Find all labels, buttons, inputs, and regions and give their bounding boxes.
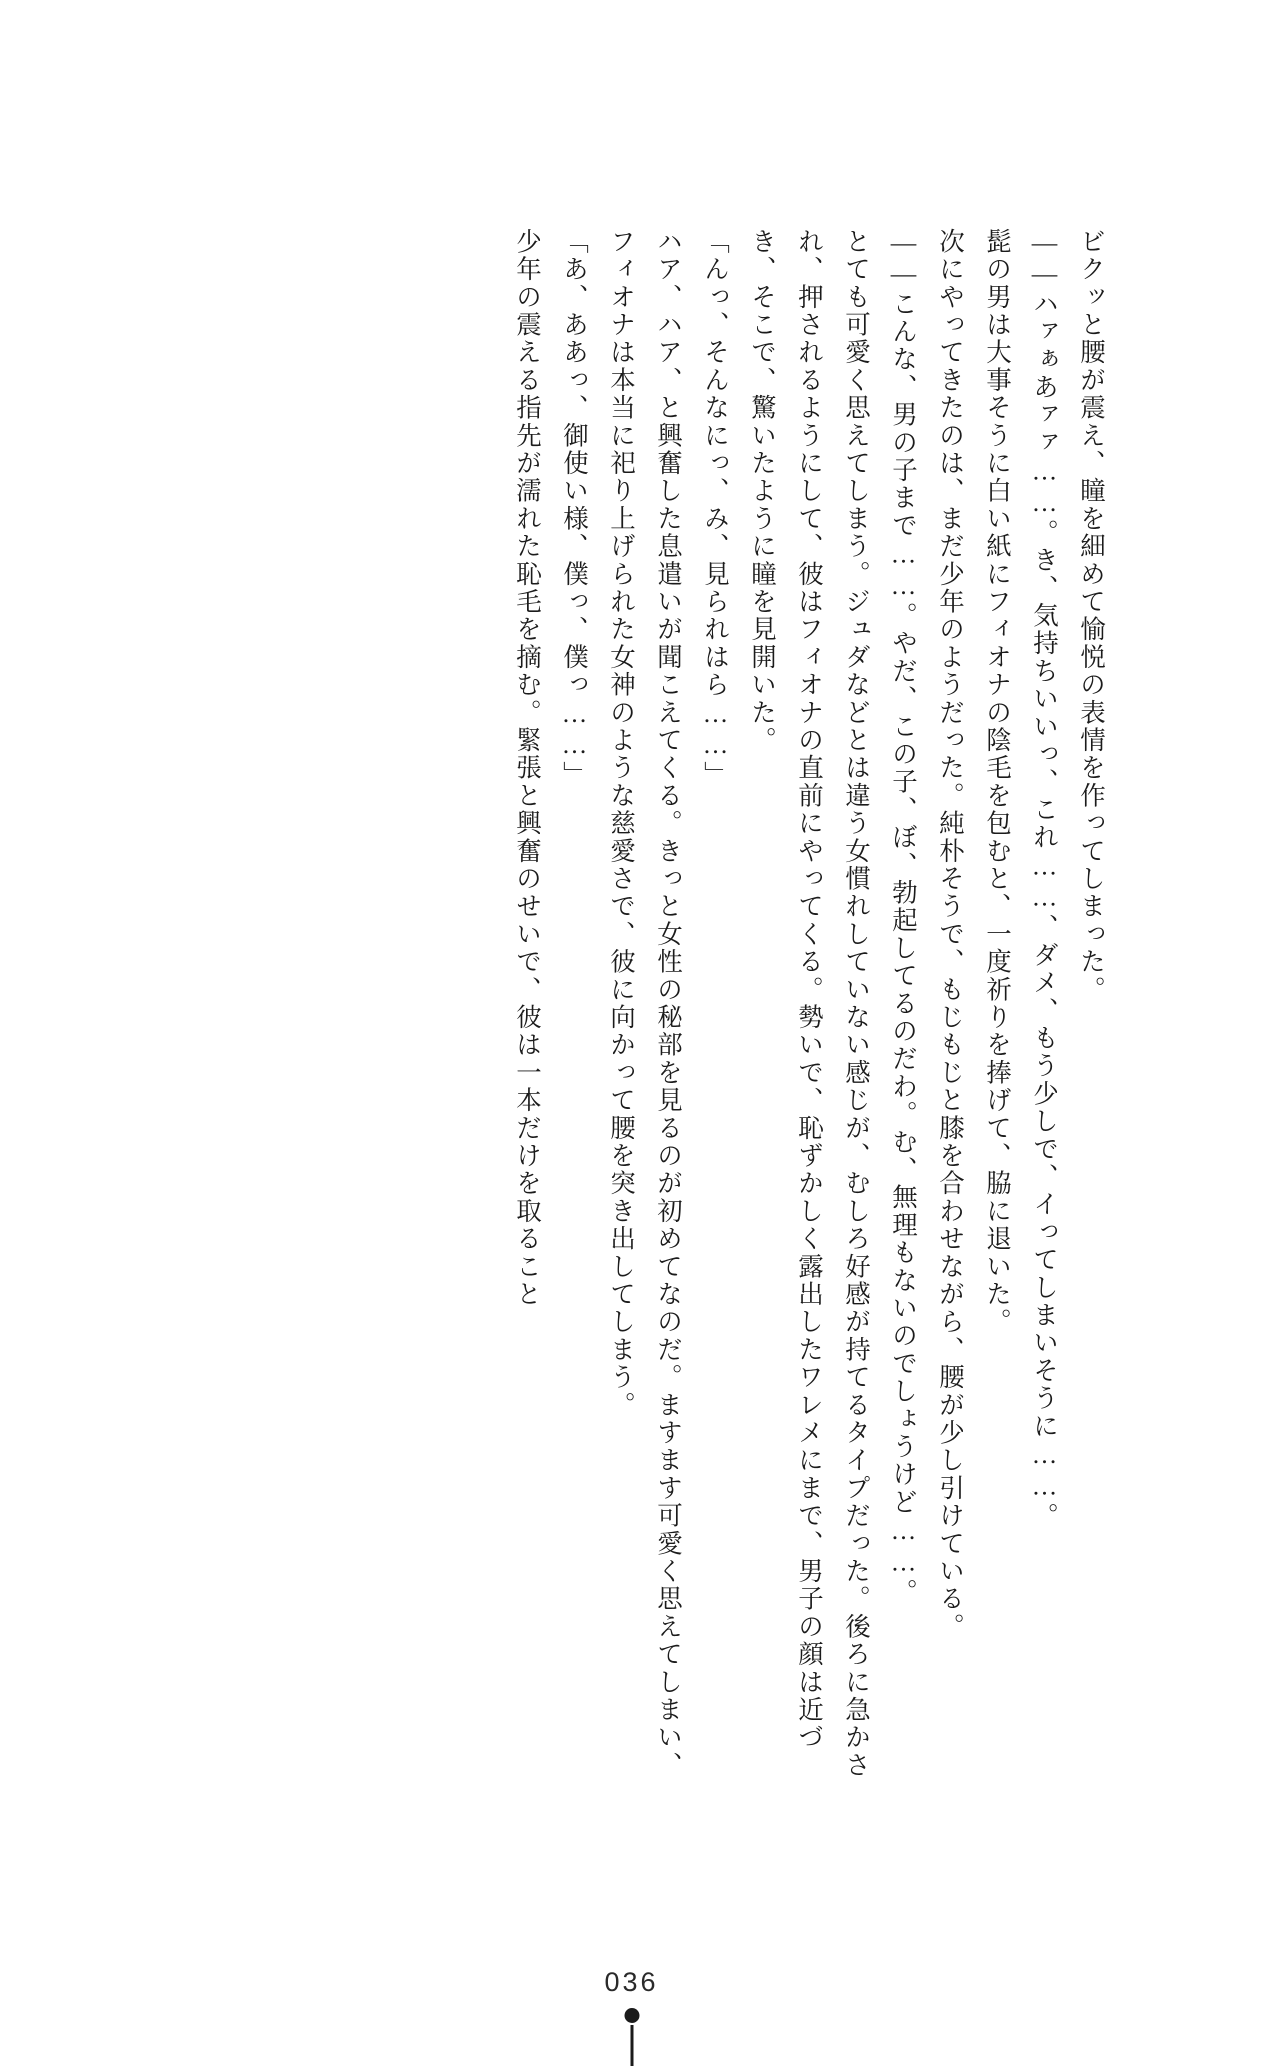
paragraph: 少年の震える指先が濡れた恥毛を摘む。緊張と興奮のせいで、彼は一本だけを取ること [513,228,542,1309]
paragraph: 「あ、ああっ、御使い様、僕っ、僕っ……」 [560,228,589,789]
paragraph: ハア、ハア、と興奮した息遣いが聞こえてくる。きっと女性の秘部を見るのが初めてなのだ。ますます可愛く思えてしまい、フィオナは本当に祀り上げられた女神のような慈愛さで、彼に向かって腰を突き出してしまう。 [607,228,683,1780]
marker-dot-icon [624,2008,639,2023]
paragraph: ――ハァぁあァァ……。き、気持ちいいっ、これ……、ダメ、もう少しで、イってしまいそうに……。 [1030,228,1059,1531]
paragraph: ――こんな、男の子まで……。やだ、この子、ぼ、勃起してるのだわ。む、無理もないのでしょうけど……。 [889,228,918,1607]
page-number: 036 [604,1967,659,1997]
page-marker-ornament [619,2008,645,2066]
paragraph: 「んっ、そんなにっ、み、見られはら……」 [701,228,730,789]
paragraph: とても可愛く思えてしまう。ジュダなどとは違う女慣れしていない感じが、むしろ好感が持てるタイプだった。後ろに急かされ、押されるようにして、彼はフィオナの直前にやってくる。勢いで、恥ずかしく露出したワレメにまで、男子の顔は近づき、そこで、驚いたように瞳を見開いた。 [748,228,871,1780]
page-text-body [195,228,1115,1798]
paragraph: 髭の男は大事そうに白い紙にフィオナの陰毛を包むと、一度祈りを捧げて、脇に退いた。 [983,228,1012,1336]
marker-rule-icon [630,2025,633,2066]
paragraph: ビクッと腰が震え、瞳を細めて愉悦の表情を作ってしまった。 [1077,228,1106,1004]
paragraph: 次にやってきたのは、まだ少年のようだった。純朴そうで、もじもじと膝を合わせながら、腰が少し引けている。 [936,228,965,1641]
